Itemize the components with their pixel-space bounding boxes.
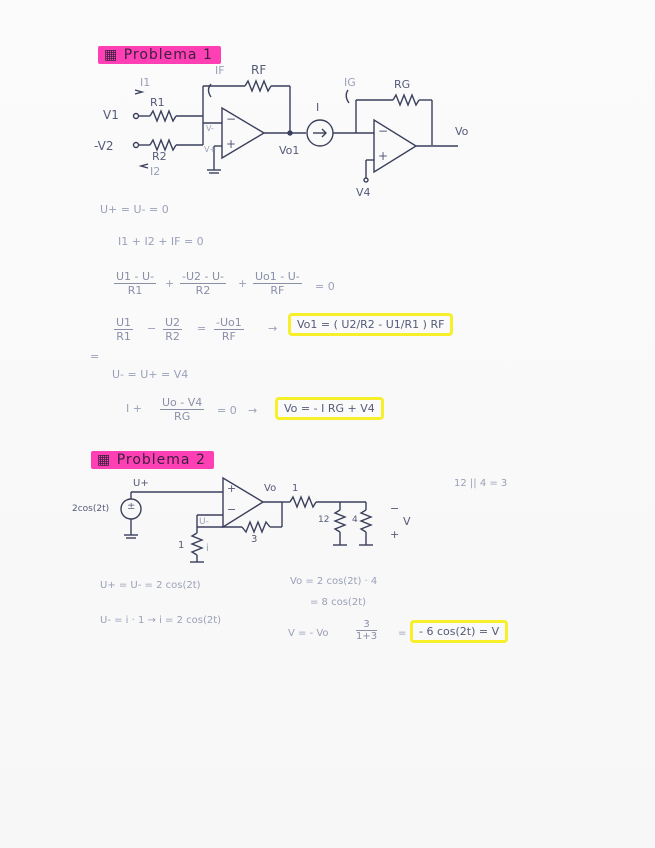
p2-eq4: = 8 cos(2t) [310,597,367,608]
opamp2-plus-sign: + [378,149,389,163]
p2-label-r12: 12 [318,515,330,525]
resistor-1-output [290,497,316,507]
label-ig: IG [344,76,356,89]
circuit1 [134,81,459,182]
label-minus-v2: -V2 [94,139,114,153]
label-rf: RF [251,63,267,77]
opamp1-minus-sign: − [226,112,237,126]
p1-eq1: U+ = U- = 0 [100,203,169,216]
p2-label-vplus: U+ [133,478,149,489]
label-i2: I2 [150,165,161,178]
arrow-i2 [141,164,148,168]
notebook-page: ▦ Problema 1 RF IF I1 R1 V1 -V2 R2 I2 V- V+ − + Vo1 I IG RG − + Vo V4 U+ = U- = 0 I1 + I2 + IF = 0 $\frac{U1 - U-}{R1}$ + $\frac{-U2 - U-}{R2}$ + $\frac{Uo1 - U-}{RF}$ = 0 $\frac{U1}{R1}$ − $\frac{U2}{R2}$ = $\frac{-Uo1}{RF}$ → Vo1 = ( U2/R2 - U1/R1 ) RF = U- = U+ = V4 I + $\frac{Uo - V4}{RG}$ = 0 → Vo = - I RG + V4 ▦ Problema 2 U+ Vo 1 2cos(2t) ± + − U- 3 1 i 12 4 − V + 12 || 4 = 3 U+ = U- = 2 cos(2t) U- = i · 1 → i = 2 cos(2t) Vo = 2 cos(2t) · 4 = 8 cos(2t) V = - Vo $\frac{3}{1+3}$ = - 6 cos(2t) = V [0,0,655,848]
label-rg: RG [394,78,411,91]
checkbox-icon: ▦ [97,452,112,468]
result-vo-box: Vo = - I RG + V4 [275,397,384,420]
label-i1: I1 [140,76,151,89]
p2-eq1: U+ = U- = 2 cos(2t) [100,580,201,591]
p2-side-note: 12 || 4 = 3 [454,478,508,489]
label-vminus: V- [206,124,214,133]
p2-label-i: i [206,543,209,554]
label-v1: V1 [103,108,119,122]
p2-label-vminus: U- [199,517,209,527]
equals-mark: = [90,350,100,363]
label-vo1: Vo1 [279,144,300,157]
resistor-rf [245,81,271,91]
opamp2-minus-sign: − [378,124,389,138]
resistor-r1 [150,111,176,121]
resistor-1-ground [192,533,202,555]
circuit2 [121,478,373,562]
problem2-title: ▦ Problema 2 [91,451,214,469]
p2-label-source: 2cos(2t) [72,504,110,514]
problem1-title: ▦ Problema 1 [98,46,221,64]
result-v-box: - 6 cos(2t) = V [410,620,508,643]
p2-label-v: V [403,515,411,528]
p2-label-r4: 4 [352,515,358,525]
opamp3-plus-sign: + [227,482,237,495]
label-r2: R2 [152,150,167,163]
opamp3-minus-sign: − [227,503,237,516]
resistor-rg [393,95,419,105]
arrow-ig [346,90,349,103]
resistor-4 [361,510,371,532]
resistor-12 [335,510,345,532]
label-vo: Vo [455,125,469,138]
label-i: I [316,101,320,114]
source-plus-minus-icon: ± [127,501,136,512]
label-v4: V4 [356,186,371,199]
opamp1-plus-sign: + [226,137,237,151]
label-r1: R1 [150,96,165,109]
p1-eq5: U- = U+ = V4 [112,368,189,381]
arrow-i1 [135,90,142,94]
node-v1 [134,114,139,119]
resistor-r2 [150,140,176,150]
p2-label-r3: 3 [251,534,258,545]
p2-label-r1: 1 [292,483,299,494]
label-if: IF [215,64,225,77]
result-vo1-box: Vo1 = ( U2/R2 - U1/R1 ) RF [288,313,453,336]
label-vplus: V+ [204,145,217,154]
resistor-3 [242,522,270,532]
p2-label-vo: Vo [264,483,277,494]
p2-label-r1b: 1 [178,540,185,551]
p2-plus-sign: + [390,528,400,541]
p2-minus-sign: − [390,502,400,515]
p2-eq2: U- = i · 1 → i = 2 cos(2t) [100,615,222,626]
p2-eq3: Vo = 2 cos(2t) · 4 [290,576,378,587]
checkbox-icon: ▦ [104,47,119,63]
node-v2 [134,143,139,148]
p1-eq2: I1 + I2 + IF = 0 [118,235,204,248]
